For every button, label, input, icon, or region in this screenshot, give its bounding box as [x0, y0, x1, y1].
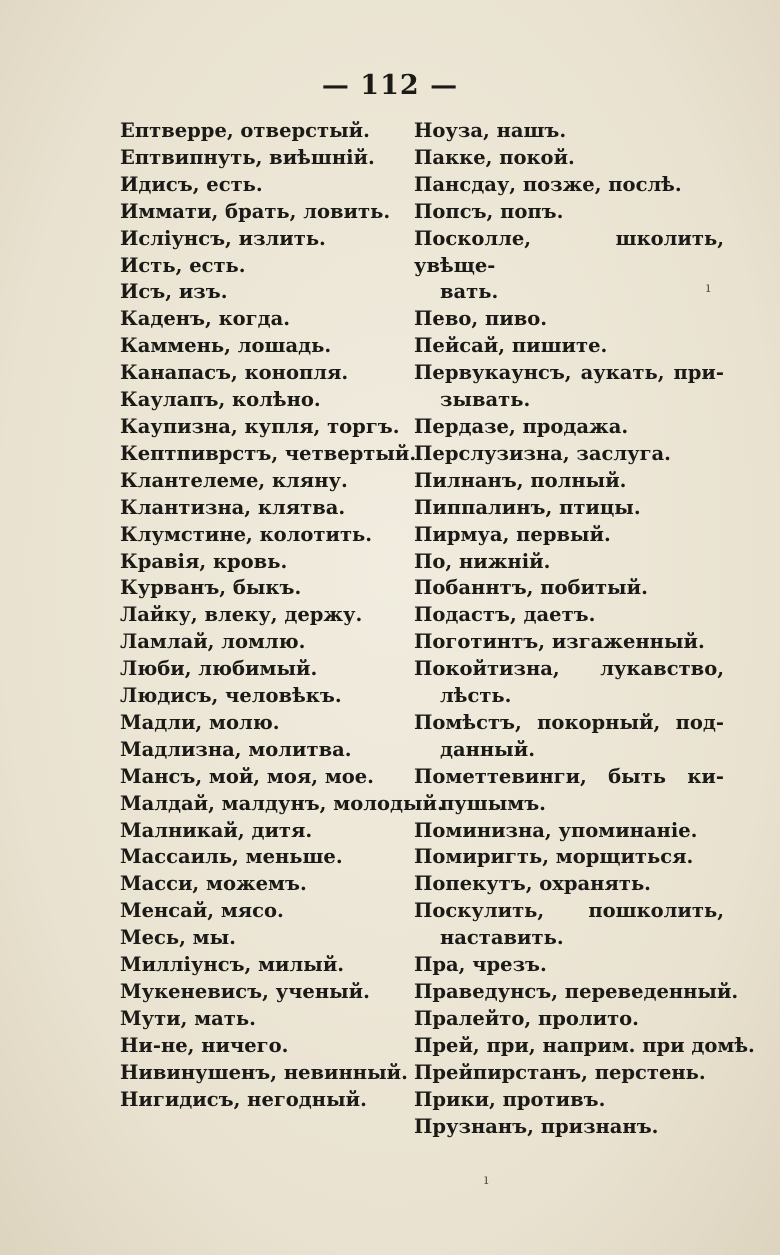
stray-mark: ı	[706, 280, 711, 296]
dictionary-entry: Лайку, влеку, держу.	[120, 603, 363, 627]
entry-text: Пометтевинги, быть ки-	[414, 764, 724, 788]
dictionary-entry: Масси, можемъ.	[120, 872, 307, 896]
dictionary-entry: Пирмуа, первый.	[414, 522, 611, 546]
dictionary-entry: Исліунсъ, излить.	[120, 226, 326, 250]
dictionary-entry: Ни-не, ничего.	[120, 1033, 289, 1057]
dictionary-entry: Прики, противъ.	[414, 1087, 606, 1111]
dictionary-entry: Мансъ, мой, моя, мое.	[120, 764, 374, 788]
dictionary-entry: Ептверре, отверстый.	[120, 119, 370, 142]
dictionary-entry: Малдай, малдунъ, молодый.	[120, 791, 444, 815]
dictionary-entry: Каулапъ, колѣно.	[120, 388, 321, 412]
entry-continuation: зывать.	[440, 388, 531, 412]
dictionary-entry: Нигидисъ, негодный.	[120, 1087, 367, 1111]
dictionary-entry	[414, 226, 724, 307]
entry-text: Посколле, школить, увѣще-	[414, 226, 724, 277]
page-number: — 112 —	[321, 70, 459, 101]
entry-text: Помѣстъ, покорный, под-	[414, 710, 724, 734]
stray-mark: ı	[484, 1172, 489, 1188]
dictionary-entry: Поминизна, упоминаніе.	[414, 818, 698, 842]
dictionary-entry: Люби, любимый.	[120, 657, 318, 681]
dictionary-entry: Пра, чрезъ.	[414, 953, 547, 977]
dictionary-entry: Массаиль, меньше.	[120, 845, 343, 869]
entry-text: Покойтизна, лукавство,	[414, 657, 724, 681]
dictionary-entry: По, нижній.	[414, 549, 551, 573]
entry-continuation: лѣсть.	[440, 684, 512, 708]
dictionary-entry: Месь, мы.	[120, 926, 236, 950]
dictionary-entry: Пиппалинъ, птицы.	[414, 495, 641, 519]
dictionary-entry: Помиригть, морщиться.	[414, 845, 694, 869]
dictionary-entry: Перслузизна, заслуга.	[414, 441, 671, 465]
dictionary-entry: Иммати, брать, ловить.	[120, 199, 391, 223]
dictionary-entry: Подастъ, даетъ.	[414, 603, 596, 627]
dictionary-entry: Пралейто, пролито.	[414, 1006, 639, 1030]
dictionary-entry: Исъ, изъ.	[120, 280, 228, 304]
dictionary-entry: Пейсай, пишите.	[414, 334, 608, 358]
dictionary-entry: Мути, мать.	[120, 1006, 256, 1030]
dictionary-entry: Прейпирстанъ, перстень.	[414, 1060, 706, 1084]
dictionary-entry	[414, 898, 724, 952]
dictionary-entry	[414, 656, 724, 710]
dictionary-entry: Побаннтъ, побитый.	[414, 576, 648, 600]
entry-continuation: вать.	[440, 280, 499, 304]
dictionary-entry: Клантелеме, кляну.	[120, 468, 348, 492]
right-column	[414, 118, 755, 1140]
dictionary-entry: Прузнанъ, признанъ.	[414, 1114, 659, 1138]
dictionary-entry	[414, 764, 724, 818]
dictionary-entry: Людисъ, человѣкъ.	[120, 684, 342, 708]
dictionary-entry: Пево, пиво.	[414, 307, 548, 331]
dictionary-entry: Курванъ, быкъ.	[120, 576, 302, 600]
dictionary-entry: Нивинушенъ, невинный.	[120, 1060, 408, 1084]
dictionary-entry	[414, 360, 724, 414]
dictionary-entry: Попсъ, попъ.	[414, 199, 564, 223]
dictionary-entry: Ептвипнуть, виѣшній.	[120, 145, 375, 169]
dictionary-entry: Пакке, покой.	[414, 145, 575, 169]
dictionary-entry: Ноуза, нашъ.	[414, 119, 567, 142]
dictionary-entry: Каупизна, купля, торгъ.	[120, 414, 400, 438]
dictionary-entry: Идисъ, есть.	[120, 172, 263, 196]
entry-continuation: наставить.	[440, 926, 564, 950]
dictionary-entry: Клантизна, клятва.	[120, 495, 346, 519]
dictionary-entry: Каденъ, когда.	[120, 307, 291, 331]
dictionary-entry: Праведунсъ, переведенный.	[414, 980, 739, 1003]
dictionary-entry	[414, 710, 724, 764]
entry-continuation: пушымъ.	[440, 791, 546, 815]
dictionary-entry: Мадлизна, молитва.	[120, 737, 352, 761]
dictionary-entry: Клумстине, колотить.	[120, 522, 373, 546]
dictionary-entry: Мадли, молю.	[120, 710, 280, 734]
dictionary-entry: Ламлай, ломлю.	[120, 630, 306, 654]
dictionary-entry: Малникай, дитя.	[120, 818, 313, 842]
dictionary-entry: Кравія, кровь.	[120, 549, 288, 573]
entry-text: Первукаунсъ, аукать, при-	[414, 361, 724, 385]
left-column	[120, 118, 444, 1114]
dictionary-entry: Исть, есть.	[120, 253, 246, 277]
dictionary-entry: Милліунсъ, милый.	[120, 953, 345, 977]
dictionary-entry: Менсай, мясо.	[120, 899, 284, 923]
dictionary-entry: Канапасъ, конопля.	[120, 361, 349, 385]
dictionary-entry: Попекутъ, охранять.	[414, 872, 651, 896]
dictionary-entry: Пансдау, позже, послѣ.	[414, 172, 682, 196]
dictionary-entry: Пилнанъ, полный.	[414, 468, 627, 492]
dictionary-entry: Кептпиврстъ, четвертый.	[120, 441, 417, 465]
dictionary-entry: Прей, при, наприм. при домѣ.	[414, 1033, 755, 1057]
dictionary-entry: Пердазе, продажа.	[414, 414, 629, 438]
dictionary-entry: Поготинтъ, изгаженный.	[414, 630, 705, 654]
dictionary-entry: Мукеневисъ, ученый.	[120, 980, 370, 1003]
entry-text: Поскулить, пошколить,	[414, 899, 724, 923]
entry-continuation: данный.	[440, 737, 535, 761]
dictionary-entry: Каммень, лошадь.	[120, 334, 332, 358]
